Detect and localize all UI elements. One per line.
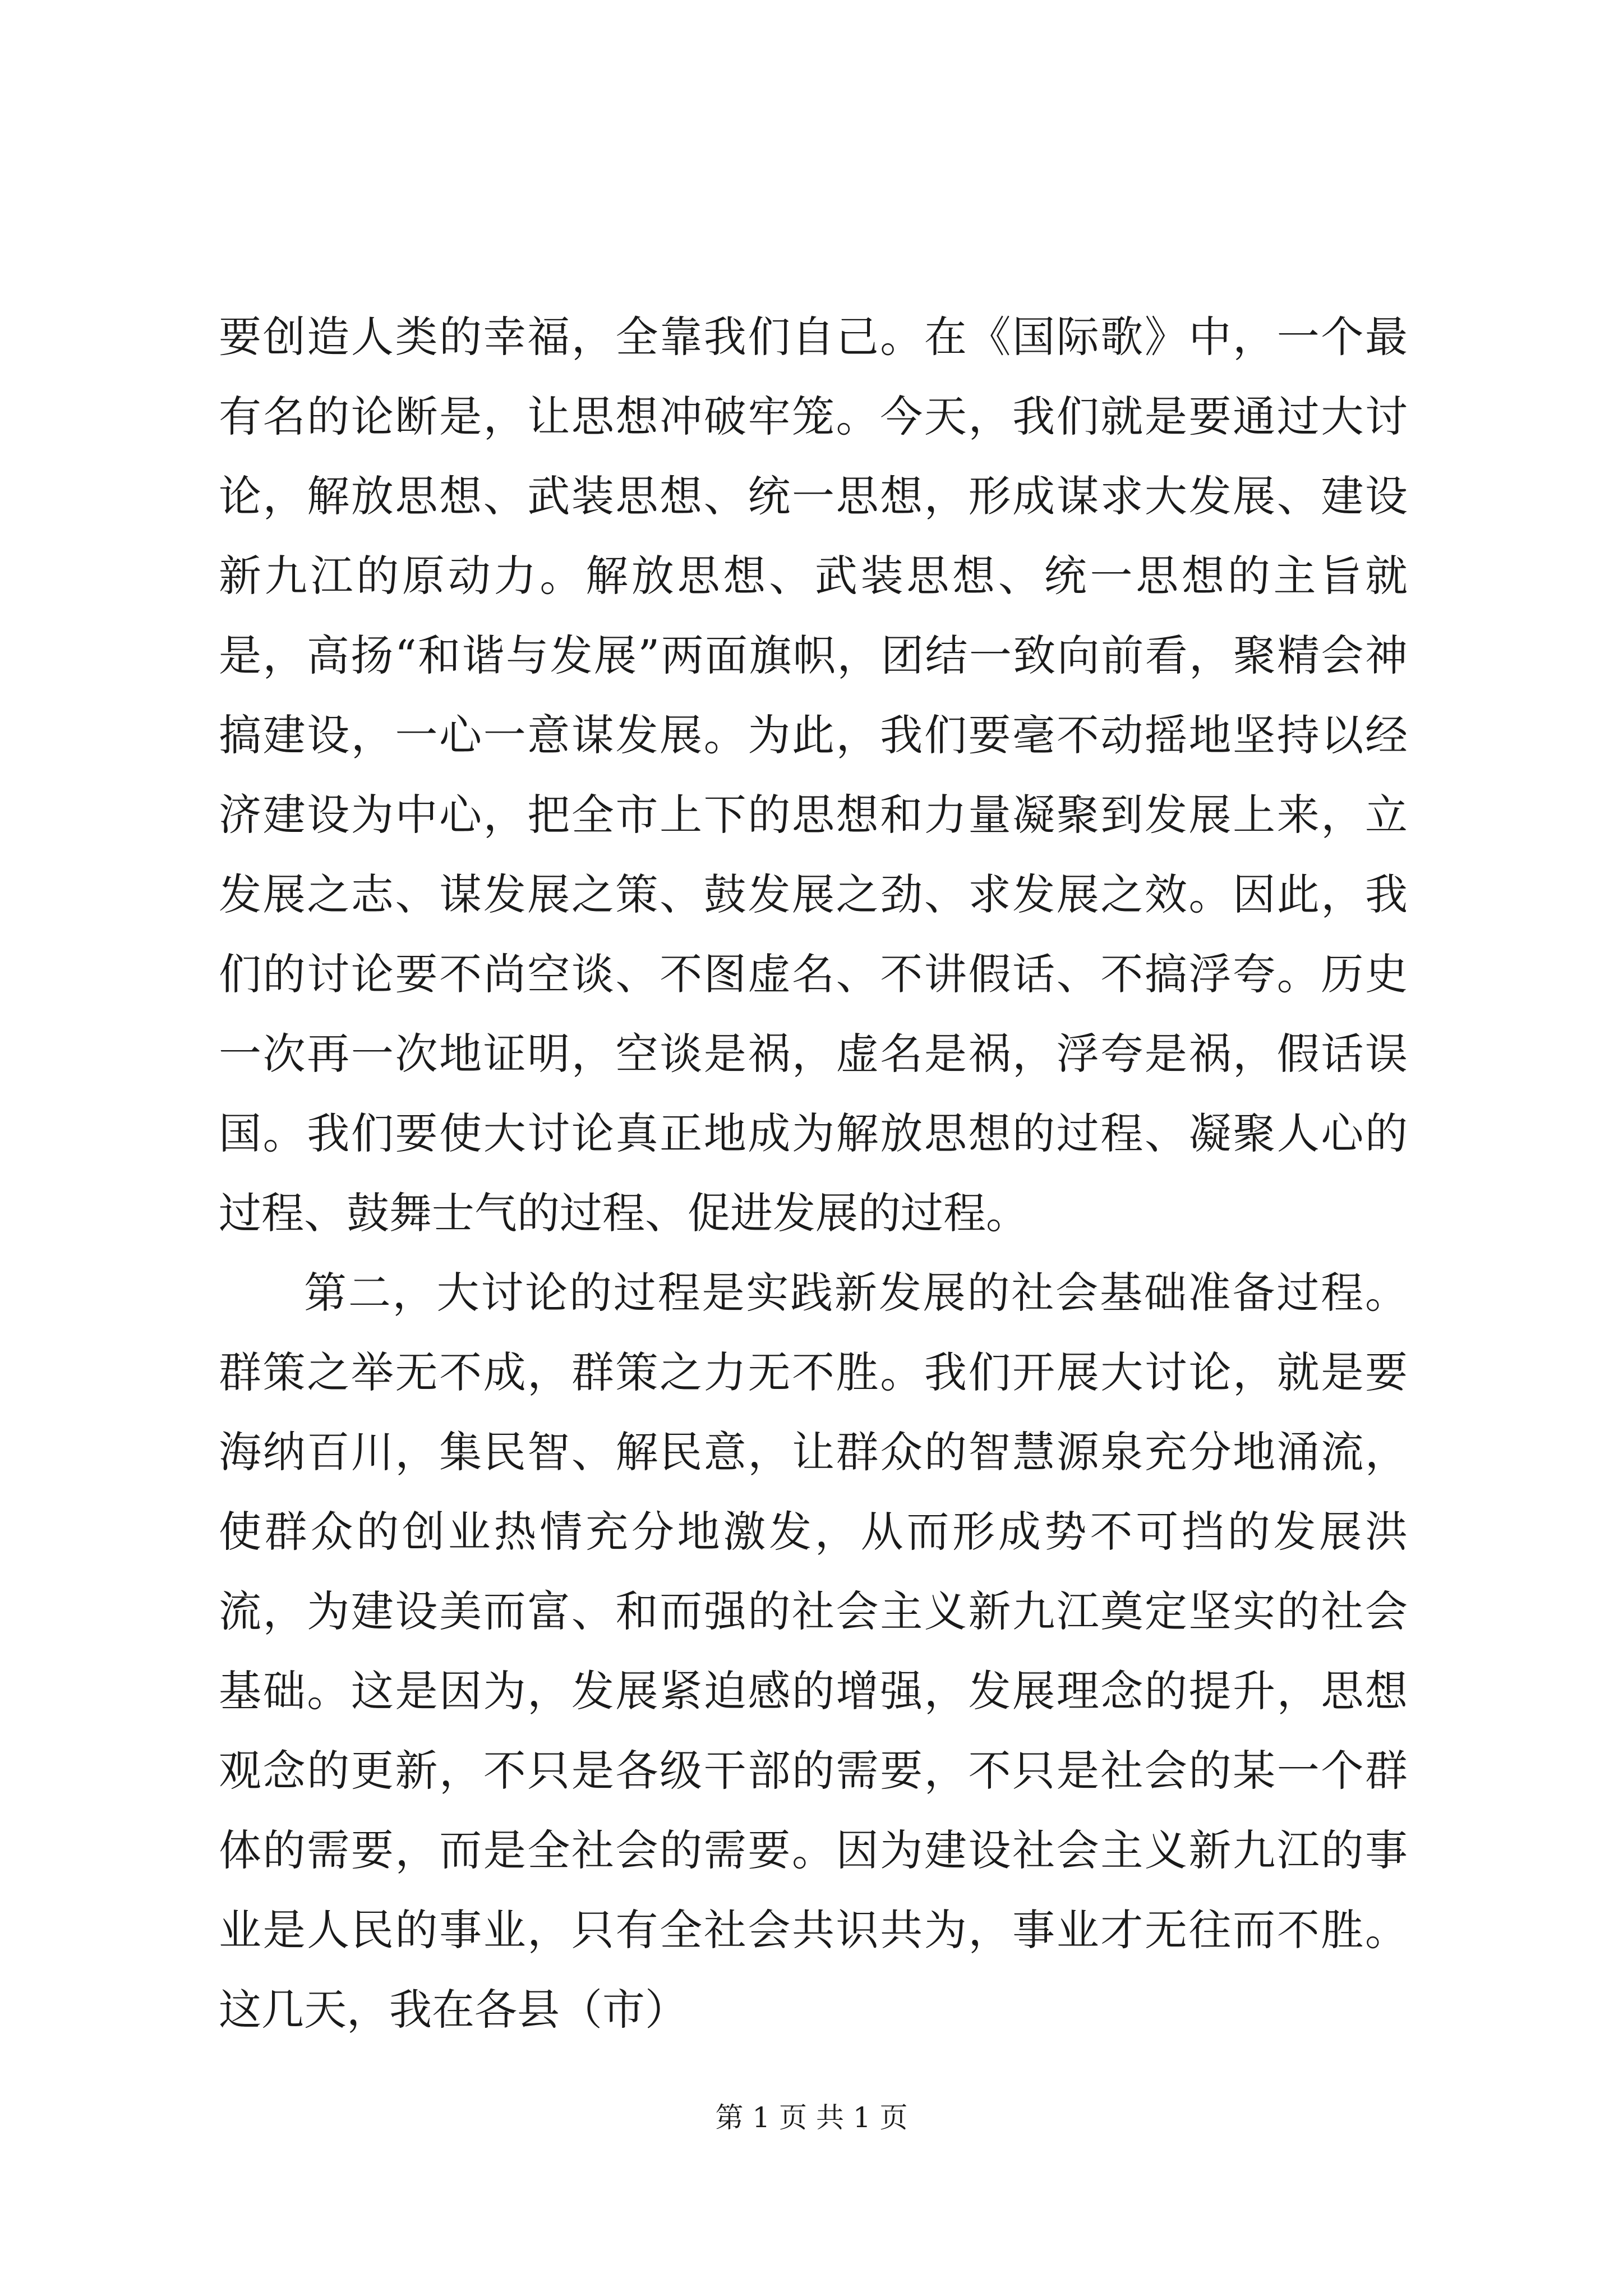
document-body (219, 297, 1408, 2050)
paragraph-2: 第二，大讨论的过程是实践新发展的社会基础准备过程。群策之举无不成，群策之力无不胜。我们开展大讨论，就是要海纳百川，集民智、解民意，让群众的智慧源泉充分地涌流，使群众的创业热情充分地激发，从而形成势不可挡的发展洪流，为建设美而富、和而强的社会主义新九江奠定坚实的社会基础。这是因为，发展紧迫感的增强，发展理念的提升，思想观念的更新，不只是各级干部的需要，不只是社会的某一个群体的需要，而是全社会的需要。因为建设社会主义新九江的事业是人民的事业，只有全社会共识共为，事业才无往而不胜。这几天，我在各县（市） (219, 1268, 1408, 2035)
page-footer: 第 1 页 共 1 页 (715, 2101, 908, 2134)
paragraph-1: 要创造人类的幸福，全靠我们自己。在《国际歌》中，一个最有名的论断是，让思想冲破牢笼。今天，我们就是要通过大讨论，解放思想、武装思想、统一思想，形成谋求大发展、建设新九江的原动力。解放思想、武装思想、统一思想的主旨就是，高扬“和谐与发展”两面旗帜，团结一致向前看，聚精会神搞建设，一心一意谋发展。为此，我们要毫不动摇地坚持以经济建设为中心，把全市上下的思想和力量凝聚到发展上来，立发展之志、谋发展之策、鼓发展之劲、求发展之效。因此，我们的讨论要不尚空谈、不图虚名、不讲假话、不搞浮夸。历史一次再一次地证明，空谈是祸，虚名是祸，浮夸是祸，假话误国。我们要使大讨论真正地成为解放思想的过程、凝聚人心的过程、鼓舞士气的过程、促进发展的过程。 (219, 312, 1408, 1238)
